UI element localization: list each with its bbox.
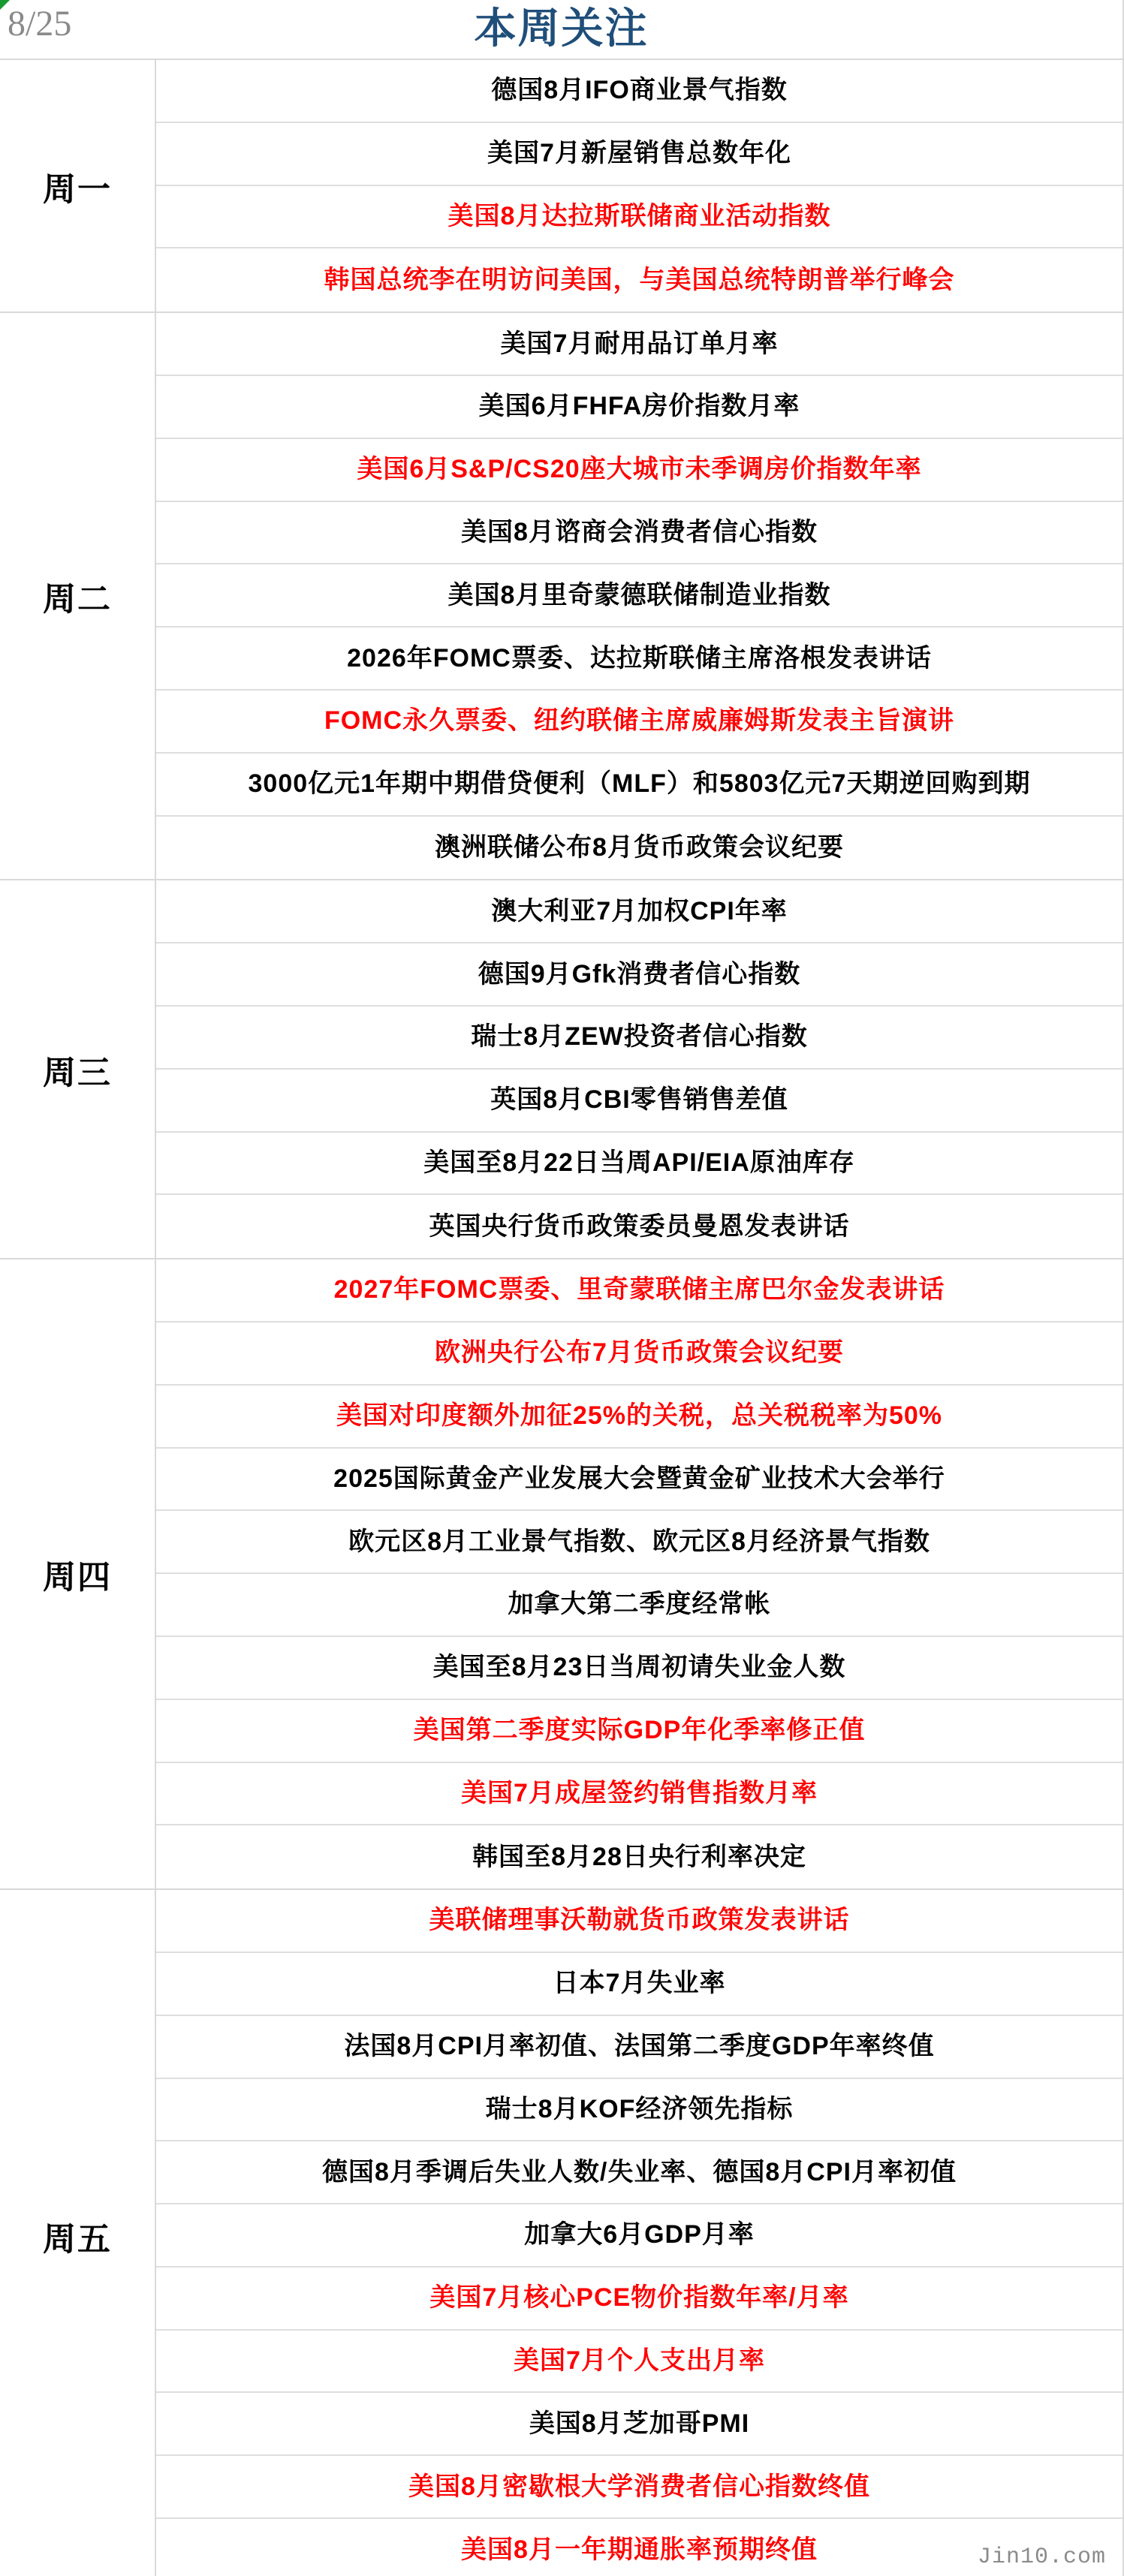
event-text: 美国6月FHFA房价指数月率: [478, 392, 800, 421]
events-column: [156, 313, 1122, 879]
event-text: 德国9月Gfk消费者信心指数: [478, 959, 801, 989]
event-text: 澳大利亚7月加权CPI年率: [491, 896, 788, 925]
day-label: 周一: [43, 170, 112, 208]
events-column: [156, 60, 1122, 311]
day-label: 周五: [43, 2220, 112, 2258]
event-row: [156, 1195, 1122, 1258]
day-section: [0, 313, 1122, 880]
event-row: [156, 186, 1122, 249]
event-text: 美国8月芝加哥PMI: [529, 2409, 750, 2438]
day-section: [0, 1259, 1122, 1890]
event-text: 3000亿元1年期中期借贷便利（MLF）和5803亿元7天期逆回购到期: [248, 769, 1031, 799]
event-row: [156, 1825, 1122, 1888]
event-row: [156, 2016, 1122, 2079]
day-section: [0, 880, 1122, 1259]
event-text: 美国8月谘商会消费者信心指数: [461, 517, 818, 546]
event-row: [156, 123, 1122, 186]
event-row: [156, 564, 1122, 627]
event-text: FOMC永久票委、纽约联储主席威廉姆斯发表主旨演讲: [324, 706, 955, 736]
day-cell: [0, 60, 156, 311]
week-date: 8/25: [8, 4, 72, 44]
event-row: [156, 1511, 1122, 1574]
event-row: [156, 691, 1122, 754]
event-text: 美国第二季度实际GDP年化季率修正值: [413, 1716, 866, 1745]
event-row: [156, 1007, 1122, 1070]
event-row: [156, 1574, 1122, 1637]
event-row: [156, 60, 1122, 123]
event-row: [156, 2079, 1122, 2142]
excel-corner-marker-icon: [0, 0, 10, 10]
event-text: 美国6月S&P/CS20座大城市未季调房价指数年率: [357, 455, 922, 484]
event-row: [156, 1133, 1122, 1196]
event-row: [156, 502, 1122, 565]
event-row: [156, 248, 1122, 311]
event-text: 美国8月里奇蒙德联储制造业指数: [447, 580, 831, 609]
event-text: 美联储理事沃勒就货币政策发表讲话: [429, 1906, 850, 1935]
event-text: 德国8月IFO商业景气指数: [491, 76, 788, 105]
event-row: [156, 1700, 1122, 1763]
event-text: 加拿大6月GDP月率: [524, 2220, 755, 2249]
event-text: 欧洲央行公布7月货币政策会议纪要: [435, 1338, 844, 1368]
event-row: [156, 2456, 1122, 2519]
day-section: [0, 1890, 1122, 2576]
event-text: 美国至8月22日当周API/EIA原油库存: [423, 1148, 855, 1177]
event-row: [156, 2141, 1122, 2204]
event-row: [156, 627, 1122, 691]
event-text: 美国8月达拉斯联储商业活动指数: [447, 201, 831, 230]
jin10-watermark: Jin10.com: [977, 2544, 1106, 2570]
day-cell: [0, 1890, 156, 2576]
event-text: 美国7月新屋销售总数年化: [487, 139, 791, 168]
event-row: [156, 2393, 1122, 2456]
event-row: [156, 943, 1122, 1007]
event-row: [156, 313, 1122, 376]
event-row: [156, 2204, 1122, 2268]
event-text: 2025国际黄金产业发展大会暨黄金矿业技术大会举行: [333, 1464, 945, 1493]
event-row: [156, 1890, 1122, 1953]
day-label: 周三: [43, 1054, 112, 1091]
event-text: 瑞士8月ZEW投资者信心指数: [471, 1022, 808, 1052]
day-cell: [0, 313, 156, 879]
event-text: 美国对印度额外加征25%的关税，总关税税率为50%: [336, 1401, 943, 1431]
events-column: [156, 1890, 1122, 2576]
event-text: 法国8月CPI月率初值、法国第二季度GDP年率终值: [344, 2032, 935, 2061]
events-column: [156, 1259, 1122, 1888]
event-row: [156, 439, 1122, 502]
event-text: 美国7月核心PCE物价指数年率/月率: [429, 2283, 849, 2313]
event-row: [156, 376, 1122, 439]
event-row: [156, 2268, 1122, 2331]
event-text: 美国至8月23日当周初请失业金人数: [432, 1653, 846, 1682]
event-text: 韩国至8月28日央行利率决定: [472, 1842, 806, 1871]
event-row: [156, 1763, 1122, 1826]
day-cell: [0, 880, 156, 1258]
event-row: [156, 1449, 1122, 1512]
event-row: [156, 1259, 1122, 1323]
table-header: [0, 0, 1122, 60]
event-text: 2027年FOMC票委、里奇蒙联储主席巴尔金发表讲话: [333, 1275, 945, 1305]
event-text: 美国7月个人支出月率: [514, 2346, 765, 2376]
events-column: [156, 880, 1122, 1258]
page-title: 本周关注: [474, 5, 649, 52]
day-section: [0, 60, 1122, 313]
event-row: [156, 817, 1122, 880]
event-text: 加拿大第二季度经常帐: [508, 1590, 771, 1619]
event-text: 瑞士8月KOF经济领先指标: [485, 2094, 794, 2123]
event-row: [156, 1386, 1122, 1449]
day-cell: [0, 1259, 156, 1888]
day-label: 周二: [43, 581, 112, 618]
event-row: [156, 1637, 1122, 1700]
event-text: 韩国总统李在明访问美国，与美国总统特朗普举行峰会: [324, 265, 955, 294]
event-text: 美国7月成屋签约销售指数月率: [461, 1778, 818, 1807]
event-text: 英国8月CBI零售销售差值: [490, 1085, 788, 1115]
event-row: [156, 754, 1122, 817]
days-container: [0, 60, 1122, 2576]
event-text: 2026年FOMC票委、达拉斯联储主席洛根发表讲话: [347, 643, 932, 673]
event-row: [156, 1070, 1122, 1133]
event-text: 英国央行货币政策委员曼恩发表讲话: [429, 1211, 850, 1241]
event-row: [156, 2331, 1122, 2394]
event-text: 德国8月季调后失业人数/失业率、德国8月CPI月率初值: [322, 2157, 957, 2186]
event-row: [156, 880, 1122, 943]
event-text: 日本7月失业率: [553, 1969, 726, 1998]
day-label: 周四: [43, 1559, 112, 1596]
event-text: 澳洲联储公布8月货币政策会议纪要: [435, 832, 844, 862]
event-row: [156, 1953, 1122, 2016]
event-text: 美国8月密歇根大学消费者信心指数终值: [408, 2472, 870, 2501]
event-text: 欧元区8月工业景气指数、欧元区8月经济景气指数: [348, 1527, 930, 1556]
event-text: 美国7月耐用品订单月率: [500, 329, 779, 358]
event-text: 美国8月一年期通胀率预期终值: [461, 2535, 818, 2565]
event-row: [156, 1323, 1122, 1386]
